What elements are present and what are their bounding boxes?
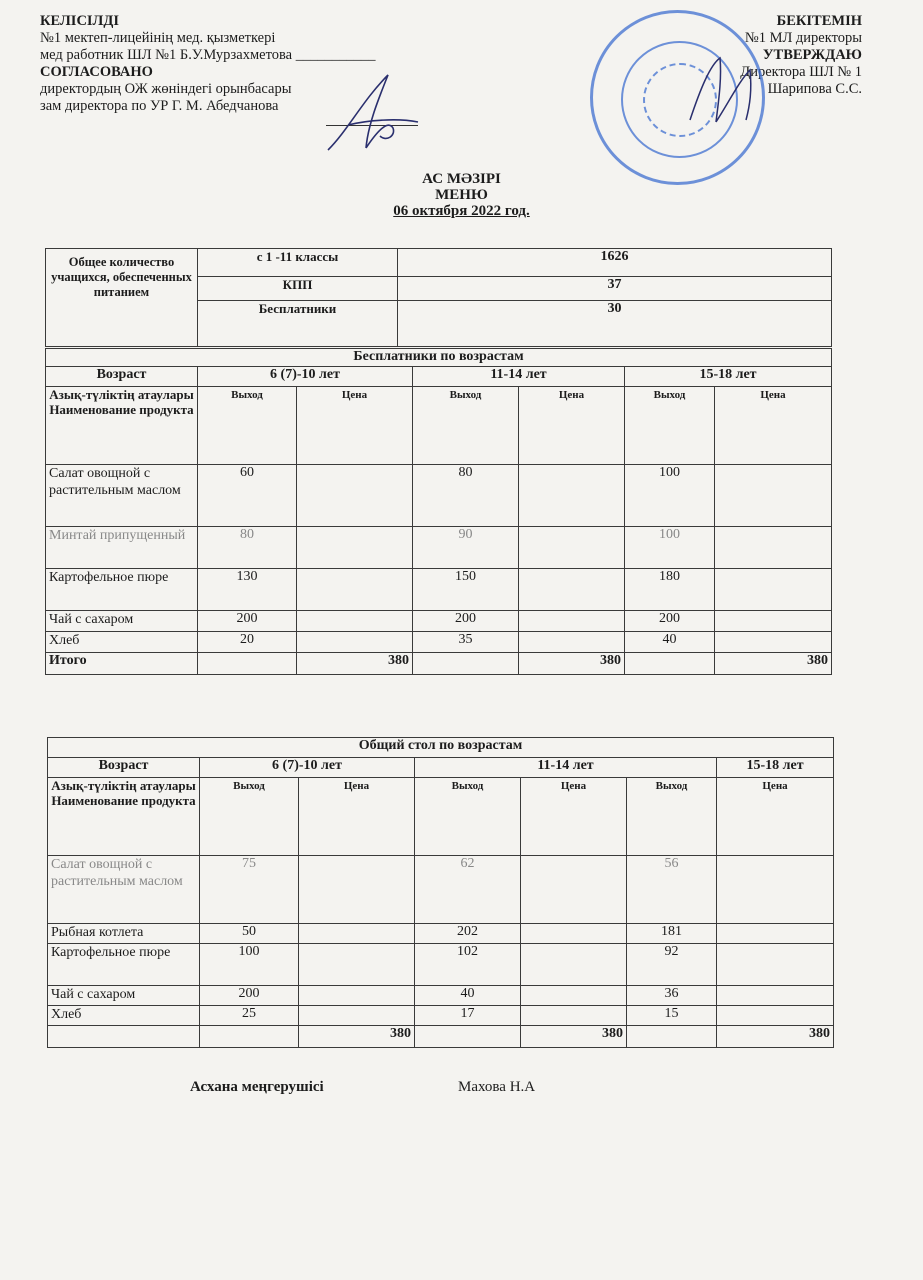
table-row xyxy=(48,856,834,924)
total-value: 380 xyxy=(715,653,832,675)
total-label: Итого xyxy=(46,653,198,675)
table-row xyxy=(46,569,832,611)
output-value: 80 xyxy=(198,527,297,569)
output-value: 200 xyxy=(625,611,715,632)
product-name: Хлеб xyxy=(48,1006,200,1026)
output-value: 75 xyxy=(200,856,299,924)
col-price: Цена xyxy=(297,387,413,465)
title-ru: МЕНЮ xyxy=(435,187,488,203)
output-value: 100 xyxy=(200,944,299,986)
col-price: Цена xyxy=(715,387,832,465)
menu-date: 06 октября 2022 год. xyxy=(393,203,530,219)
output-value: 62 xyxy=(415,856,521,924)
section-title: Общий стол по возрастам xyxy=(48,738,834,758)
section-title: Бесплатники по возрастам xyxy=(46,349,832,367)
product-header: Азық-түліктің атаулары Наименование продукта xyxy=(46,387,198,465)
output-value: 56 xyxy=(627,856,717,924)
product-name: Хлеб xyxy=(46,632,198,653)
summary-value: 37 xyxy=(398,277,832,301)
director-line-ru: Директора ШЛ № 1 xyxy=(740,64,862,80)
table-row xyxy=(46,611,832,632)
product-name: Рыбная котлета xyxy=(48,924,200,944)
deputy-line-ru: зам директора по УР Г. М. Абедчанова xyxy=(40,98,279,114)
age-group: 11-14 лет xyxy=(413,367,625,387)
output-value: 60 xyxy=(198,465,297,527)
product-name: Картофельное пюре xyxy=(48,944,200,986)
product-name: Салат овощной с растительным маслом xyxy=(46,465,198,527)
summary-label: с 1 -11 классы xyxy=(198,249,398,277)
age-label: Возраст xyxy=(48,758,200,778)
col-out: Выход xyxy=(415,778,521,856)
output-value: 102 xyxy=(415,944,521,986)
deputy-line-kz: директордың ОЖ жөніндегі орынбасары xyxy=(40,81,292,97)
summary-value: 1626 xyxy=(398,249,832,277)
signature-icon xyxy=(318,70,428,160)
output-value: 150 xyxy=(413,569,519,611)
free-meals-by-age-table xyxy=(45,348,832,675)
director-signature-icon xyxy=(680,50,770,130)
age-group: 6 (7)-10 лет xyxy=(198,367,413,387)
output-value: 202 xyxy=(415,924,521,944)
output-value: 200 xyxy=(198,611,297,632)
summary-value: 30 xyxy=(398,301,832,347)
med-worker-line-ru: мед работник ШЛ №1 Б.У.Мурзахметова ___________ xyxy=(40,47,376,63)
output-value: 36 xyxy=(627,986,717,1006)
product-name: Картофельное пюре xyxy=(46,569,198,611)
age-label: Возраст xyxy=(46,367,198,387)
age-group: 6 (7)-10 лет xyxy=(200,758,415,778)
output-value: 40 xyxy=(625,632,715,653)
col-price: Цена xyxy=(519,387,625,465)
director-line-kz: №1 МЛ директоры xyxy=(744,30,862,46)
table-row xyxy=(46,632,832,653)
table-row xyxy=(48,1006,834,1026)
col-out: Выход xyxy=(413,387,519,465)
product-name: Салат овощной с растительным маслом xyxy=(48,856,200,924)
output-value: 100 xyxy=(625,465,715,527)
col-price: Цена xyxy=(717,778,834,856)
agreed-kz: КЕЛІСІЛДІ xyxy=(40,13,119,29)
product-name: Минтай припущенный xyxy=(46,527,198,569)
age-group: 15-18 лет xyxy=(625,367,832,387)
approve-ru: УТВЕРЖДАЮ xyxy=(762,47,862,63)
col-price: Цена xyxy=(521,778,627,856)
output-value: 80 xyxy=(413,465,519,527)
approve-kz: БЕКІТЕМІН xyxy=(776,13,862,29)
total-value: 380 xyxy=(297,653,413,675)
table-row xyxy=(48,924,834,944)
total-value: 380 xyxy=(521,1026,627,1048)
col-out: Выход xyxy=(627,778,717,856)
total-value: 380 xyxy=(519,653,625,675)
col-out: Выход xyxy=(200,778,299,856)
summary-label: КПП xyxy=(198,277,398,301)
agreed-ru: СОГЛАСОВАНО xyxy=(40,64,153,80)
col-price: Цена xyxy=(299,778,415,856)
table-row xyxy=(46,527,832,569)
output-value: 92 xyxy=(627,944,717,986)
product-name: Чай с сахаром xyxy=(48,986,200,1006)
output-value: 130 xyxy=(198,569,297,611)
total-value: 380 xyxy=(299,1026,415,1048)
output-value: 40 xyxy=(415,986,521,1006)
output-value: 15 xyxy=(627,1006,717,1026)
table-row xyxy=(48,986,834,1006)
output-value: 100 xyxy=(625,527,715,569)
output-value: 20 xyxy=(198,632,297,653)
output-value: 35 xyxy=(413,632,519,653)
product-name: Чай с сахаром xyxy=(46,611,198,632)
med-worker-line-kz: №1 мектеп-лицейінің мед. қызметкері xyxy=(40,30,276,46)
output-value: 90 xyxy=(413,527,519,569)
table-row xyxy=(46,465,832,527)
footer-name: Махова Н.А xyxy=(458,1079,536,1095)
output-value: 181 xyxy=(627,924,717,944)
col-out: Выход xyxy=(198,387,297,465)
title-kz: АС МӘЗІРІ xyxy=(422,171,501,187)
footer-role: Асхана меңгерушісі xyxy=(190,1079,324,1095)
director-name: Шарипова С.С. xyxy=(767,81,862,97)
total-value: 380 xyxy=(717,1026,834,1048)
age-group: 11-14 лет xyxy=(415,758,717,778)
free-meals-table xyxy=(45,248,832,347)
output-value: 200 xyxy=(200,986,299,1006)
general-table-by-age xyxy=(47,737,834,1048)
product-header: Азық-түліктің атаулары Наименование продукта xyxy=(48,778,200,856)
age-group: 15-18 лет xyxy=(717,758,834,778)
col-out: Выход xyxy=(625,387,715,465)
output-value: 25 xyxy=(200,1006,299,1026)
output-value: 180 xyxy=(625,569,715,611)
total-row xyxy=(48,1026,834,1048)
page-title xyxy=(0,171,923,219)
total-students-label: Общее количество учащихся, обеспеченных питанием xyxy=(46,249,198,347)
table-row xyxy=(48,944,834,986)
output-value: 50 xyxy=(200,924,299,944)
total-row xyxy=(46,653,832,675)
output-value: 17 xyxy=(415,1006,521,1026)
output-value: 200 xyxy=(413,611,519,632)
summary-label: Бесплатники xyxy=(198,301,398,347)
